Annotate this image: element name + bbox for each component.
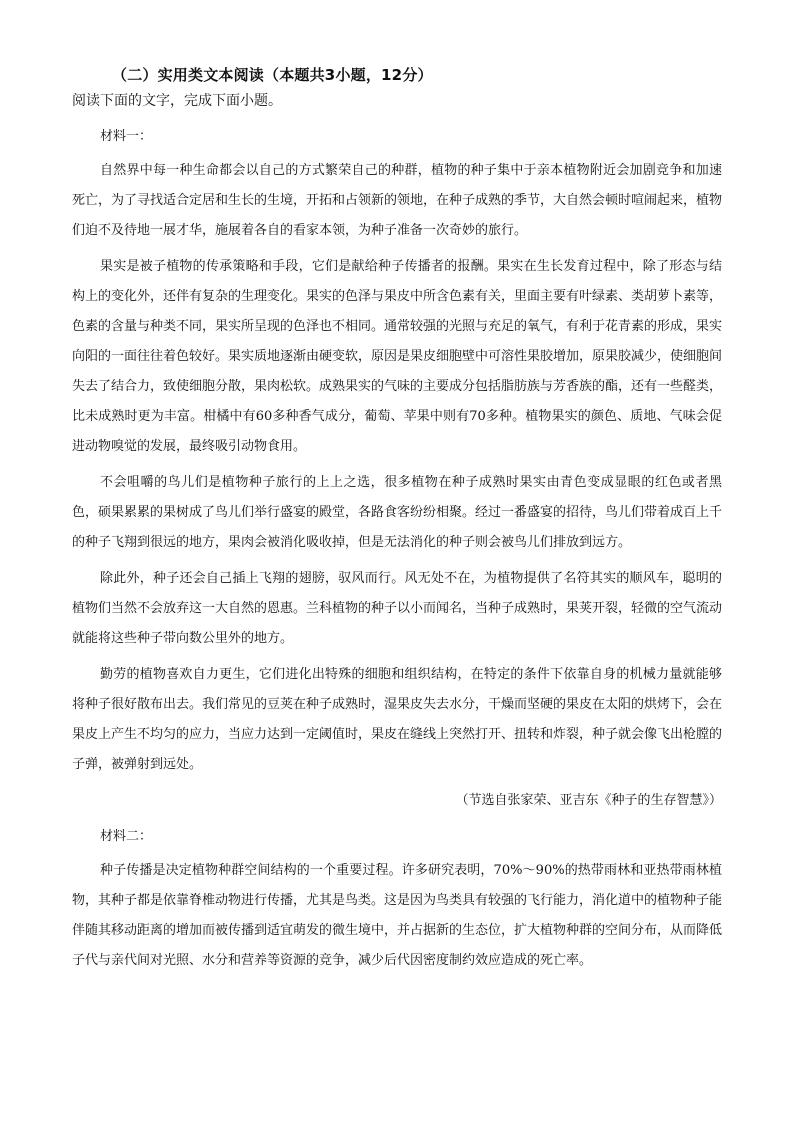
material-two-label: 材料二：	[100, 829, 153, 844]
material-two	[72, 822, 722, 976]
material-one	[72, 122, 722, 816]
material-one-source: （节选自张家荣、亚吉东《种子的生存智慧》）	[455, 793, 722, 808]
material-one-paragraph-2: 果实是被子植物的传承策略和手段，它们是献给种子传播者的报酬。果实在生长发育过程中，除了形态与结构上的变化外，还伴有复杂的生理变化。果实的色泽与果皮中所含色素有关，里面主要有叶绿素、类胡萝卜素等，色素的含量与种类不同，果实所呈现的色泽也不相同。通常较强的光照与充足的氧气，有利于花青素的形成，果实向阳的一面往往着色较好。果实质地逐渐由硬变软，原因是果皮细胞壁中可溶性果胶增加，原果胶减少，使细胞间失去了结合力，致使细胞分散，果肉松软。成熟果实的气味的主要成分包括脂肪族与芳香族的酯，还有一些醛类，比未成熟时更为丰富。柑橘中有60多种香气成分，葡萄、苹果中则有70多种。植物果实的颜色、质地、气味会促进动物嗅觉的发展，最终吸引动物食用。	[72, 259, 723, 454]
document-page	[72, 62, 722, 982]
material-one-paragraph-4: 除此外，种子还会自己插上飞翔的翅膀，驭风而行。风无处不在，为植物提供了名符其实的顺风车，聪明的植物们当然不会放弃这一大自然的恩惠。兰科植物的种子以小而闻名，当种子成熟时，果荚开裂，轻微的空气流动就能将这些种子带向数公里外的地方。	[72, 571, 723, 646]
material-one-paragraph-5: 勤劳的植物喜欢自力更生，它们进化出特殊的细胞和组织结构，在特定的条件下依靠自身的机械力量就能够将种子很好散布出去。我们常见的豆荚在种子成熟时，湿果皮失去水分，干燥而坚硬的果皮在太阳的烘烤下，会在果皮上产生不均匀的应力，当应力达到一定阈值时，果皮在缝线上突然打开、扭转和炸裂，种子就会像飞出枪膛的子弹，被弹射到远处。	[72, 667, 723, 772]
material-two-paragraph-1: 种子传播是决定植物种群空间结构的一个重要过程。许多研究表明，70%～90%的热带雨林和亚热带雨林植物，其种子都是依靠脊椎动物进行传播，尤其是鸟类。这是因为鸟类具有较强的飞行能力，消化道中的植物种子能伴随其移动距离的增加而被传播到适宜萌发的微生境中，并占据新的生态位，扩大植物种群的空间分布，从而降低子代与亲代间对光照、水分和营养等资源的竞争，减少后代因密度制约效应造成的死亡率。	[72, 863, 723, 968]
material-one-paragraph-3: 不会咀嚼的鸟儿们是植物种子旅行的上上之选，很多植物在种子成熟时果实由青色变成显眼的红色或者黑色，硕果累累的果树成了鸟儿们举行盛宴的殿堂，各路食客纷纷相聚。经过一番盛宴的招待，鸟儿们带着成百上千的种子飞翔到很远的地方，果肉会被消化吸收掉，但是无法消化的种子则会被鸟儿们排放到远方。	[72, 475, 723, 550]
reading-instruction: 阅读下面的文字，完成下面小题。	[72, 93, 282, 109]
material-one-label: 材料一：	[100, 129, 153, 144]
material-one-paragraph-1: 自然界中每一种生命都会以自己的方式繁荣自己的种群，植物的种子集中于亲本植物附近会加剧竞争和加速死亡，为了寻找适合定居和生长的生境，开拓和占领新的领地，在种子成熟的季节，大自然会顿时喧闹起来，植物们迫不及待地一展才华，施展着各自的看家本领，为种子准备一次奇妙的旅行。	[72, 163, 723, 238]
section-title: （二）实用类文本阅读（本题共3小题，12分）	[112, 66, 433, 84]
